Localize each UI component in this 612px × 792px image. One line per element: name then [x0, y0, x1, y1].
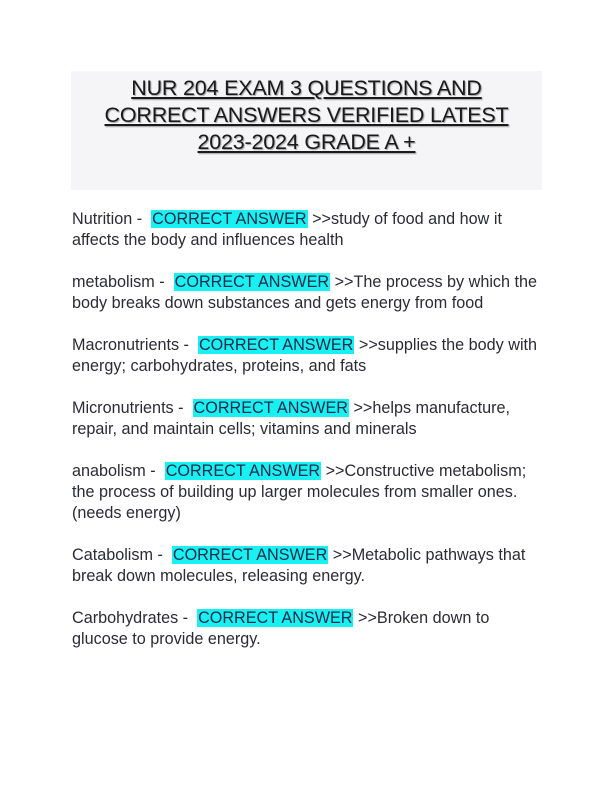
qa-entry-anabolism: anabolism - CORRECT ANSWER >>Constructive metabolism; the process of building up larger molecules from smaller ones. (needs energy) — [72, 462, 527, 522]
entry-term: Carbohydrates — [72, 609, 179, 627]
title-line-2: CORRECT ANSWERS VERIFIED LATEST — [104, 103, 509, 127]
qa-entry-micronutrients: Micronutrients - CORRECT ANSWER >>helps manufacture, repair, and maintain cells; vitamins and minerals — [72, 399, 511, 438]
entry-definition: >>study of food and how it affects the body and influences health — [72, 210, 502, 249]
title-line-1: NUR 204 EXAM 3 QUESTIONS AND — [131, 76, 482, 100]
document-title — [71, 71, 542, 190]
entry-definition: >>Constructive metabolism; the process of building up larger molecules from smaller ones. (needs energy) — [72, 462, 527, 522]
entry-term: Nutrition — [72, 210, 133, 228]
entry-term: anabolism — [72, 462, 146, 480]
qa-entry-nutrition: Nutrition - CORRECT ANSWER >>study of food and how it affects the body and influences health — [72, 210, 502, 249]
entry-term: Micronutrients — [72, 399, 174, 417]
title-line-3: 2023-2024 GRADE A + — [197, 130, 416, 154]
entry-definition: >>Broken down to glucose to provide energy. — [72, 609, 490, 648]
correct-answer-tag: CORRECT ANSWER — [174, 273, 330, 291]
qa-entry-metabolism: metabolism - CORRECT ANSWER >>The process by which the body breaks down substances and gets energy from food — [72, 273, 538, 312]
qa-entry-carbohydrates: Carbohydrates - CORRECT ANSWER >>Broken down to glucose to provide energy. — [72, 609, 490, 648]
correct-answer-tag: CORRECT ANSWER — [165, 462, 321, 480]
entry-term: metabolism — [72, 273, 155, 291]
correct-answer-tag: CORRECT ANSWER — [193, 399, 348, 417]
correct-answer-tag: CORRECT ANSWER — [198, 609, 353, 627]
correct-answer-tag: CORRECT ANSWER — [152, 210, 307, 228]
entry-definition: >>helps manufacture, repair, and maintain cells; vitamins and minerals — [72, 399, 511, 438]
qa-entry-macronutrients: Macronutrients - CORRECT ANSWER >>supplies the body with energy; carbohydrates, proteins, and fats — [72, 336, 538, 375]
entry-term: Macronutrients — [72, 336, 180, 354]
correct-answer-tag: CORRECT ANSWER — [198, 336, 354, 354]
entry-definition: >>supplies the body with energy; carbohydrates, proteins, and fats — [72, 336, 538, 375]
entry-definition: >>Metabolic pathways that break down molecules, releasing energy. — [72, 546, 526, 585]
qa-entry-catabolism: Catabolism - CORRECT ANSWER >>Metabolic pathways that break down molecules, releasing energy. — [72, 546, 526, 585]
qa-list — [72, 209, 546, 671]
correct-answer-tag: CORRECT ANSWER — [172, 546, 328, 564]
entry-definition: >>The process by which the body breaks down substances and gets energy from food — [72, 273, 538, 312]
entry-term: Catabolism — [72, 546, 153, 564]
